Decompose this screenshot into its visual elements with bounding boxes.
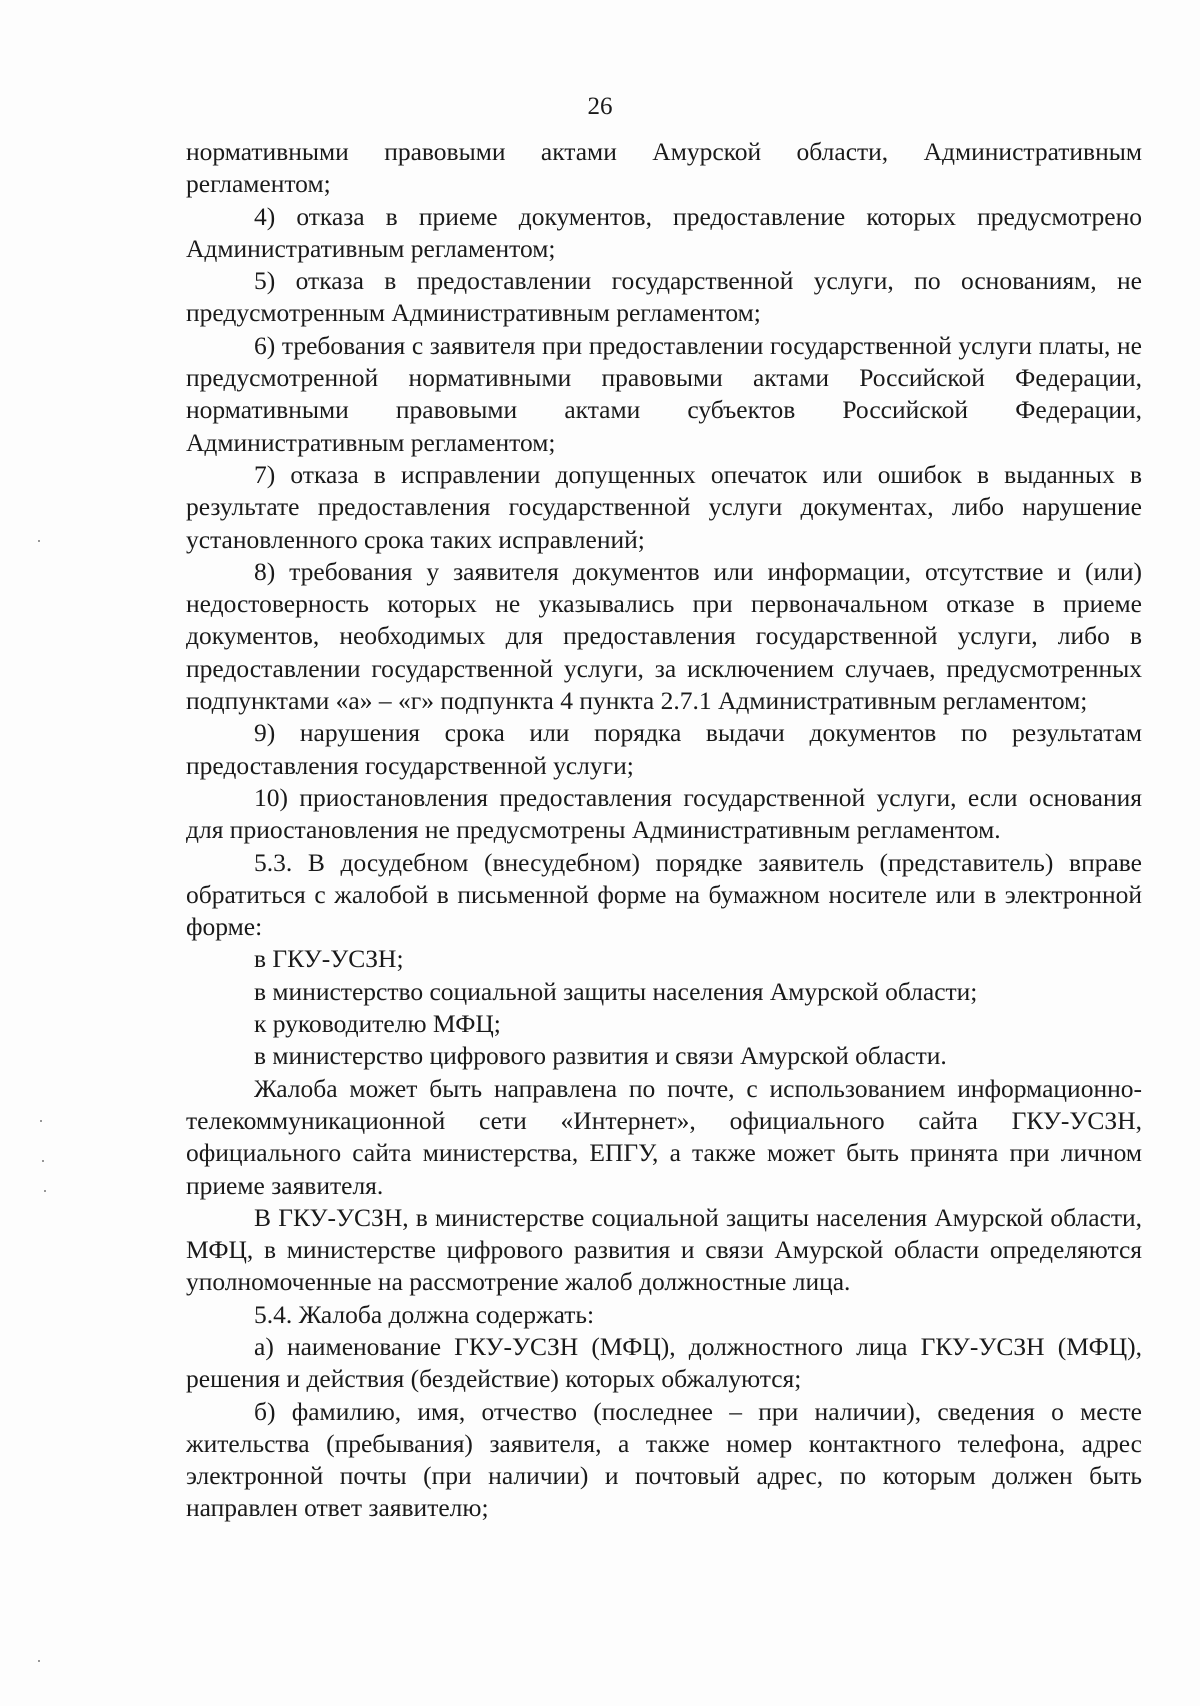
paragraph: 6) требования с заявителя при предоставлении государственной услуги платы, не предусмотренной нормативными правовыми актами Российской Федерации, нормативными правовыми актами субъектов Российской Федерации, Административным регламентом; bbox=[186, 330, 1142, 457]
paragraph: а) наименование ГКУ-УСЗН (МФЦ), должностного лица ГКУ-УСЗН (МФЦ), решения и действия (бездействие) которых обжалуются; bbox=[186, 1331, 1142, 1394]
paragraph: 8) требования у заявителя документов или информации, отсутствие и (или) недостоверность которых не указывались при первоначальном отказе в приеме документов, необходимых для предоставления государственной услуги, либо в предоставлении государственной услуги, за исключением случаев, предусмотренных подпунктами «а» – «г» подпункта 4 пункта 2.7.1 Административным регламентом; bbox=[186, 556, 1142, 716]
paragraph: нормативными правовыми актами Амурской области, Административным регламентом; bbox=[186, 137, 1142, 199]
paragraph: б) фамилию, имя, отчество (последнее – при наличии), сведения о месте жительства (пребывания) заявителя, а также номер контактного телефона, адрес электронной почты (при наличии) и почтовый адрес, по которым должен быть направлен ответ заявителю; bbox=[186, 1396, 1142, 1523]
scan-speck bbox=[40, 1120, 42, 1122]
paragraph: 5.3. В досудебном (внесудебном) порядке заявитель (представитель) вправе обратиться с жалобой в письменной форме на бумажном носителе или в электронной форме: bbox=[186, 847, 1142, 942]
paragraph: 9) нарушения срока или порядка выдачи документов по результатам предоставления государственной услуги; bbox=[186, 718, 1142, 780]
scan-speck bbox=[38, 540, 40, 542]
scan-speck bbox=[42, 1160, 44, 1162]
paragraph: к руководителю МФЦ; bbox=[254, 1009, 501, 1039]
paragraph: 5.4. Жалоба должна содержать: bbox=[254, 1299, 595, 1329]
paragraph: 10) приостановления предоставления государственной услуги, если основания для приостановления не предусмотрены Административным регламентом. bbox=[186, 782, 1142, 845]
paragraph: 4) отказа в приеме документов, предоставление которых предусмотрено Административным регламентом; bbox=[186, 201, 1142, 263]
page-number: 26 bbox=[587, 93, 613, 120]
scan-speck bbox=[44, 1190, 46, 1192]
paragraph: 7) отказа в исправлении допущенных опечаток или ошибок в выданных в результате предоставления государственной услуги документах, либо нарушение установленного срока таких исправлений; bbox=[186, 459, 1142, 554]
scan-speck bbox=[38, 1660, 40, 1662]
document-body bbox=[186, 136, 1142, 1525]
paragraph: в министерство цифрового развития и связи Амурской области. bbox=[254, 1041, 947, 1071]
paragraph: в министерство социальной защиты населения Амурской области; bbox=[254, 976, 978, 1006]
paragraph: 5) отказа в предоставлении государственной услуги, по основаниям, не предусмотренным Административным регламентом; bbox=[186, 266, 1142, 328]
paragraph: Жалоба может быть направлена по почте, с использованием информационно-телекоммуникационной сети «Интернет», официального сайта ГКУ-УСЗН, официального сайта министерства, ЕПГУ, а также может быть принята при личном приеме заявителя. bbox=[186, 1073, 1142, 1200]
paragraph: в ГКУ-УСЗН; bbox=[254, 944, 404, 974]
paragraph: В ГКУ-УСЗН, в министерстве социальной защиты населения Амурской области, МФЦ, в министерстве цифрового развития и связи Амурской области определяются уполномоченные на рассмотрение жалоб должностные лица. bbox=[186, 1202, 1142, 1297]
